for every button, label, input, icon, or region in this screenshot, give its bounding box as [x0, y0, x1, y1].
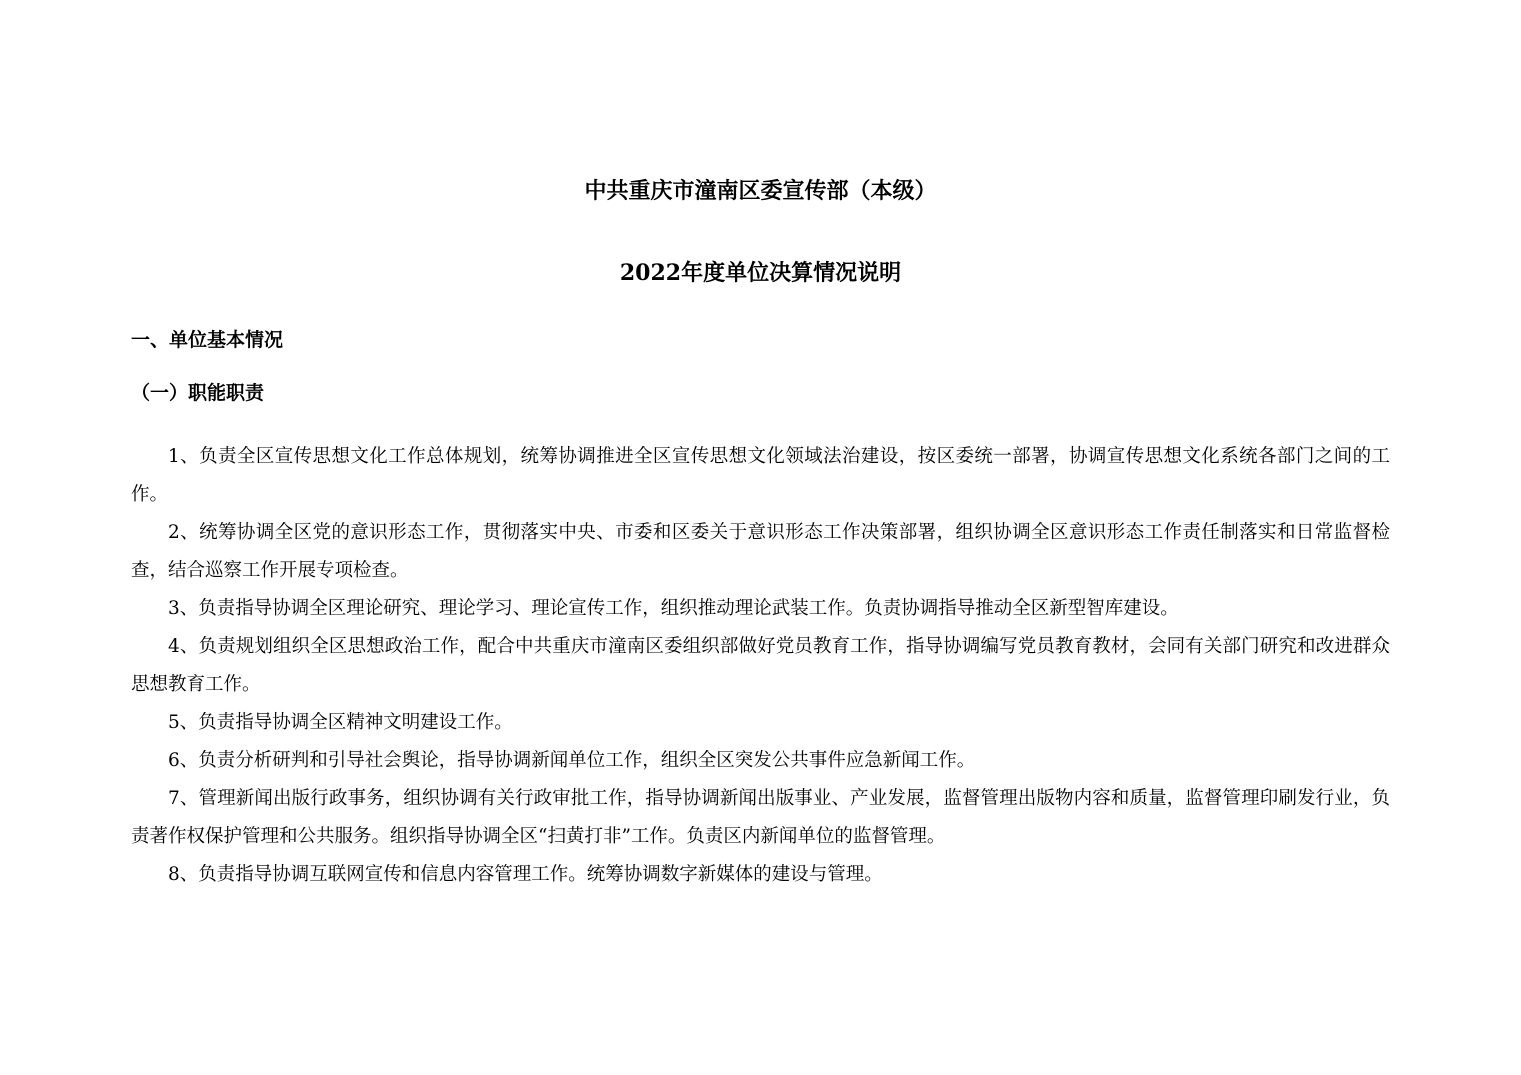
function-paragraph-4: 4、负责规划组织全区思想政治工作，配合中共重庆市潼南区委组织部做好党员教育工作，指导协调编写党员教育教材，会同有关部门研究和改进群众思想教育工作。 — [131, 636, 1390, 695]
function-paragraph-6: 6、负责分析研判和引导社会舆论，指导协调新闻单位工作，组织全区突发公共事件应急新闻工作。 — [168, 750, 976, 771]
section-heading-basic-info: 一、单位基本情况 — [131, 329, 284, 351]
function-paragraph-3: 3、负责指导协调全区理论研究、理论学习、理论宣传工作，组织推动理论武装工作。负责协调指导推动全区新型智库建设。 — [168, 598, 1179, 619]
function-paragraph-2: 2、统筹协调全区党的意识形态工作，贯彻落实中央、市委和区委关于意识形态工作决策部署，组织协调全区意识形态工作责任制落实和日常监督检查，结合巡察工作开展专项检查。 — [131, 522, 1390, 581]
functions-list — [131, 438, 1390, 894]
document-subtitle: 2022年度单位决算情况说明 — [619, 260, 902, 286]
function-paragraph-5: 5、负责指导协调全区精神文明建设工作。 — [168, 712, 513, 733]
function-paragraph-7: 7、管理新闻出版行政事务，组织协调有关行政审批工作，指导协调新闻出版事业、产业发展，监督管理出版物内容和质量，监督管理印刷发行业，负责著作权保护管理和公共服务。组织指导协调全区“扫黄打非”工作。负责区内新闻单位的监督管理。 — [131, 788, 1390, 847]
function-paragraph-1: 1、负责全区宣传思想文化工作总体规划，统筹协调推进全区宣传思想文化领域法治建设，按区委统一部署，协调宣传思想文化系统各部门之间的工作。 — [131, 446, 1390, 505]
subsection-heading-functions: （一）职能职责 — [131, 382, 265, 404]
function-paragraph-8: 8、负责指导协调互联网宣传和信息内容管理工作。统筹协调数字新媒体的建设与管理。 — [168, 864, 883, 885]
document-title: 中共重庆市潼南区委宣传部（本级） — [584, 178, 937, 204]
